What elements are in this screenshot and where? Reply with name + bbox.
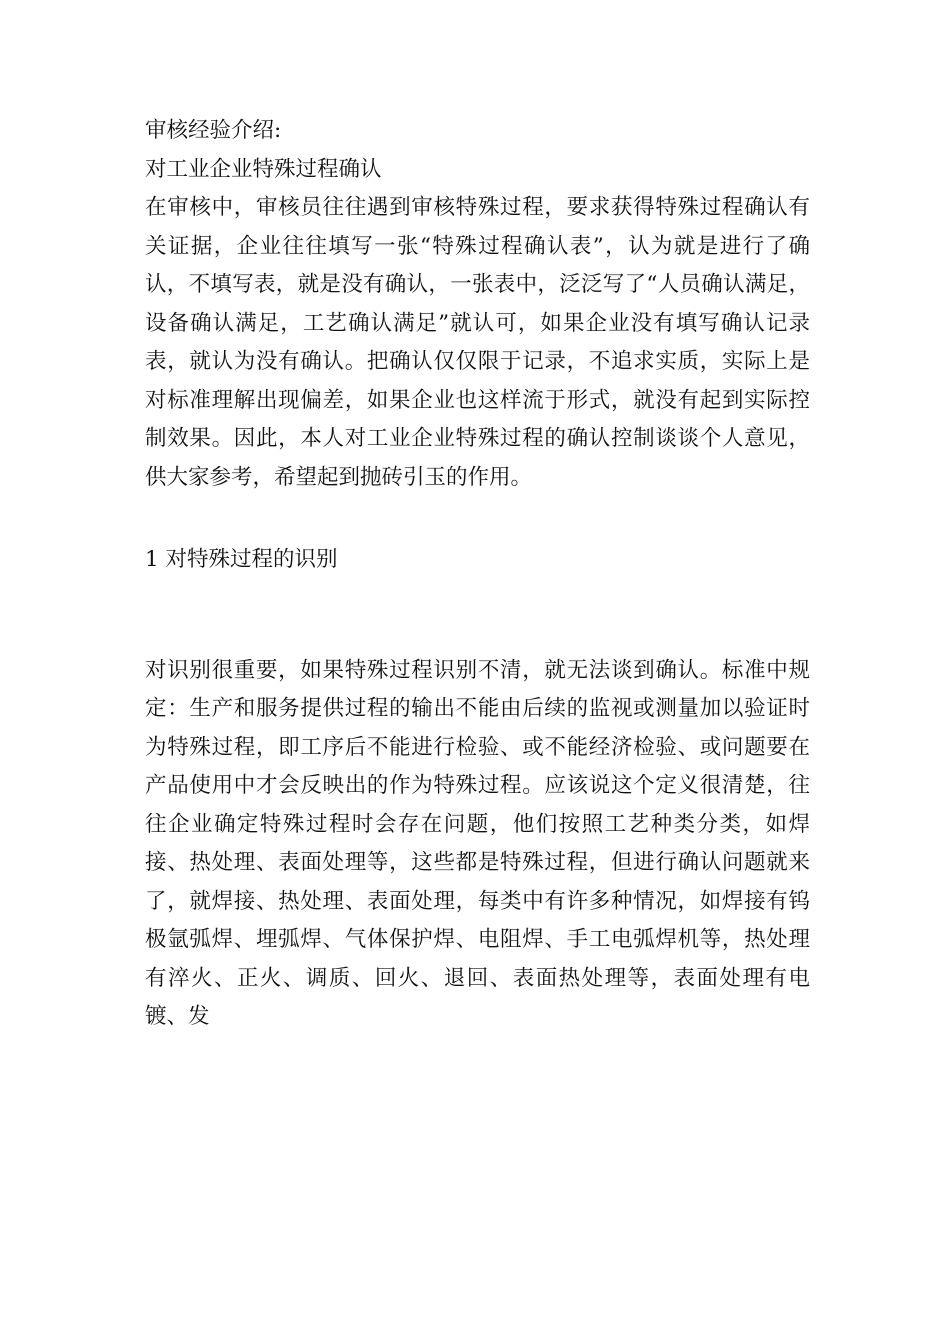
document-subtitle: 对工业企业特殊过程确认 — [145, 156, 382, 182]
section-paragraph: 对识别很重要，如果特殊过程识别不清，就无法谈到确认。标准中规定：生产和服务提供过程的输出不能由后续的监视或测量加以验证时为特殊过程，即工序后不能进行检验、或不能经济检验、或问题要在产品使用中才会反映出的作为特殊过程。应该说这个定义很清楚，往往企业确定特殊过程时会存在问题，他们按照工艺种类分类，如焊接、热处理、表面处理等，这些都是特殊过程，但进行确认问题就来了，就焊接、热处理、表面处理，每类中有许多种情况，如焊接有钨极氩弧焊、埋弧焊、气体保护焊、电阻焊、手工电弧焊机等，热处理有淬火、正火、调质、回火、退回、表面热处理等，表面处理有电镀、发 — [145, 657, 810, 1029]
intro-paragraph: 在审核中，审核员往往遇到审核特殊过程，要求获得特殊过程确认有关证据，企业往往填写一张“特殊过程确认表”，认为就是进行了确认，不填写表，就是没有确认，一张表中，泛泛写了“人员确认满足，设备确认满足，工艺确认满足”就认可，如果企业没有填写确认记录表，就认为没有确认。把确认仅仅限于记录，不追求实质，实际上是对标准理解出现偏差，如果企业也这样流于形式，就没有起到实际控制效果。因此，本人对工业企业特殊过程的确认控制谈谈个人意见，供大家参考，希望起到抛砖引玉的作用。 — [145, 195, 810, 490]
document-title: 审核经验介绍: — [145, 118, 282, 143]
section-spacer — [145, 497, 810, 541]
section-spacer — [145, 580, 810, 652]
section-heading: 1 对特殊过程的识别 — [145, 547, 338, 572]
document-body — [145, 112, 810, 1037]
